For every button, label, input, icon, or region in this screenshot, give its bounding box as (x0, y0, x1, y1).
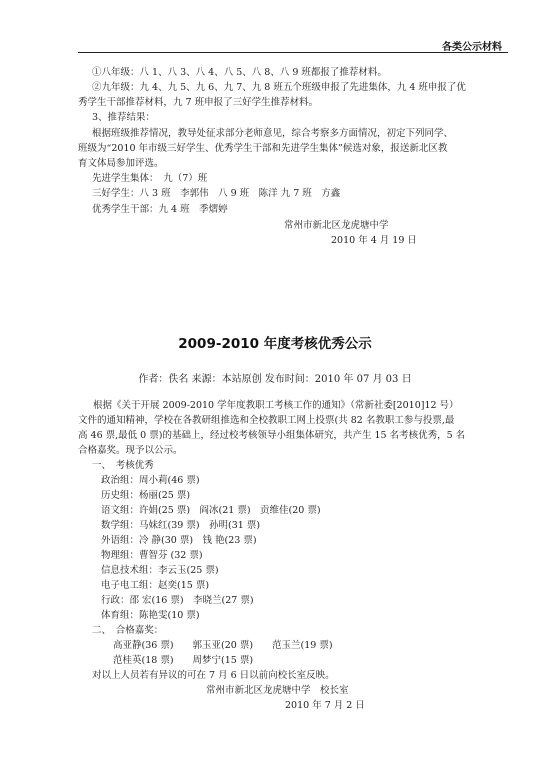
notice-meta: 作者：佚名 来源：本站原创 发布时间：2010 年 07 月 03 日 (138, 374, 412, 385)
text-line: 根据班级推荐情况，教导处征求部分老师意见，综合考察多方面情况，初定下列同学、 (92, 128, 454, 139)
list-item: 语文组：许娟(25 票) 阎冰(21 票) 贡维佳(20 票) (101, 505, 321, 516)
text-line: 对以上人员若有异议的可在 7 月 6 日以前向校长室反映。 (92, 670, 335, 681)
list-item: 外语组：冷 静(30 票) 钱 艳(23 票) (101, 535, 257, 546)
text-line: 合格嘉奖。现予以公示。 (78, 445, 183, 456)
list-item: 数学组：马妹红(39 票) 孙明(31 票) (101, 520, 261, 531)
text-line: ②九年级：九 4、九 5、九 6、九 7、九 8 班五个班级申报了先进集体，九 4 班申报了优 (92, 82, 466, 93)
list-item: 范桂英(18 票) 周梦宁(15 票) (113, 655, 254, 666)
text-line: 育文体局参加评选。 (78, 158, 164, 169)
list-item: 高亚静(36 票) 郭玉亚(20 票) 范玉兰(19 票) (113, 640, 333, 651)
text-line: 二、 合格嘉奖： (92, 625, 164, 636)
text-line: 一、 考核优秀 (92, 460, 154, 471)
list-item: 历史组：杨丽(25 票) (101, 490, 191, 501)
list-item: 政治组：周小莉(46 票) (101, 475, 200, 486)
list-item: 电子电工组：赵奕(15 票) (101, 580, 210, 591)
list-item: 物理组：曹智芬 (32 票) (101, 550, 203, 561)
text-line: 班级为“2010 年市级三好学生、优秀学生干部和先进学生集体”候选对象，报送新北区教 (78, 143, 448, 154)
list-item: 行政：邵 宏(16 票) 李晓兰(27 票) (101, 595, 254, 606)
text-line: 3、推荐结果： (92, 112, 156, 123)
text-line: 根据《关于开展 2009-2010 学年度教职工考核工作的通知》（常新社委[2010]12 号） (93, 400, 459, 411)
list-item: 信息技术组：李云玉(25 票) (101, 565, 219, 576)
list-item: 体育组：陈艳雯(10 票) (101, 610, 200, 621)
text-line: 优秀学生干部：九 4 班 季熠婷 (92, 204, 228, 215)
notice-title: 2009-2010 年度考核优秀公示 (178, 336, 372, 352)
text-line: 先进学生集体： 九（7）班 (92, 173, 208, 184)
header-title: 各类公示材料 (442, 42, 502, 53)
text-line: 文件的通知精神，学校在各教研组推选和全校教职工网上投票(共 82 名教职工参与投票,最 (78, 415, 455, 426)
page-header (78, 36, 508, 53)
text-line: ①八年级：八 1、八 3、八 4、八 5、八 8、八 9 班都报了推荐材料。 (92, 67, 387, 78)
signature: 常州市新北区龙虎塘中学 (284, 220, 389, 231)
date: 2010 年 4 月 19 日 (331, 235, 417, 246)
text-line: 高 46 票,最低 0 票)的基础上，经过校考核领导小组集体研究，共产生 15 名考核优秀，5 名 (78, 430, 466, 441)
signature: 常州市新北区龙虎塘中学 校长室 (206, 685, 349, 696)
text-line: 三好学生：八 3 班 李郭伟 八 9 班 陈洋 九 7 班 方鑫 (92, 188, 341, 199)
text-line: 秀学生干部推荐材料，九 7 班申报了三好学生推荐材料。 (78, 97, 319, 108)
date: 2010 年 7 月 2 日 (285, 700, 365, 711)
